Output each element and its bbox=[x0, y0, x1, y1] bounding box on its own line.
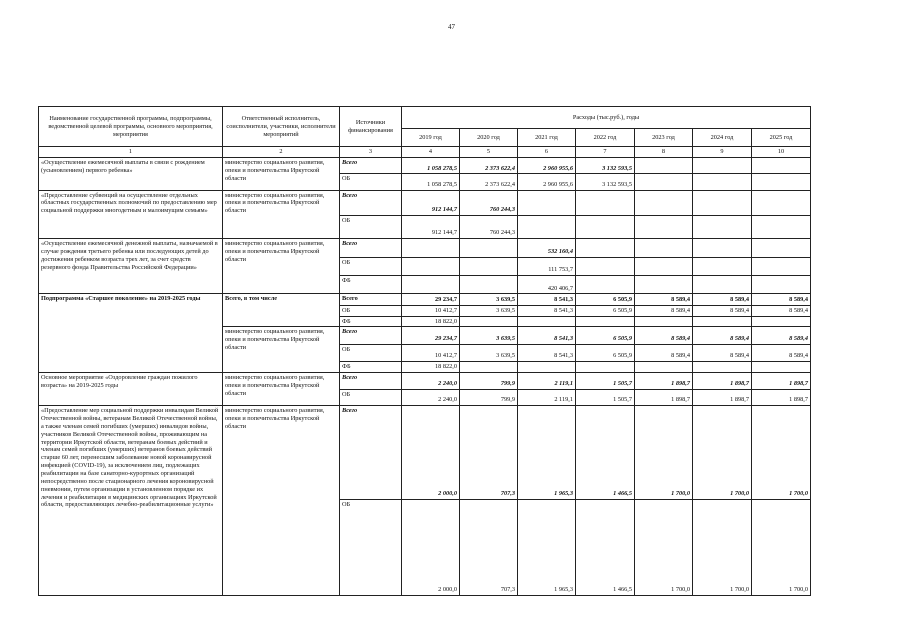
value-cell: 8 541,3 bbox=[518, 294, 576, 305]
value-cell: 3 132 593,5 bbox=[576, 158, 635, 174]
value-cell bbox=[576, 276, 635, 294]
value-cell bbox=[576, 190, 635, 215]
column-number: 9 bbox=[693, 147, 752, 158]
table-row bbox=[39, 158, 811, 174]
value-cell: 6 505,9 bbox=[576, 294, 635, 305]
source-fb: ФБ bbox=[340, 361, 402, 372]
column-number: 5 bbox=[460, 147, 518, 158]
value-cell: 2 373 622,4 bbox=[460, 158, 518, 174]
value-cell: 8 589,4 bbox=[693, 327, 752, 344]
value-cell: 6 505,9 bbox=[576, 305, 635, 316]
row-title: «Предоставление субвенций на осуществление отдельных областных государственных полномочий по предоставлению мер социальной поддержки многодетным и малоимущим семьям» bbox=[39, 190, 223, 238]
value-cell: 1 505,7 bbox=[576, 372, 635, 389]
value-cell bbox=[752, 215, 811, 238]
value-cell: 8 589,4 bbox=[635, 294, 693, 305]
value-cell bbox=[693, 258, 752, 276]
value-cell: 3 639,5 bbox=[460, 327, 518, 344]
value-cell: 1 700,0 bbox=[752, 499, 811, 595]
value-cell: 707,3 bbox=[460, 406, 518, 500]
value-cell bbox=[460, 239, 518, 258]
value-cell: 799,9 bbox=[460, 390, 518, 406]
column-number: 3 bbox=[340, 147, 402, 158]
value-cell: 1 505,7 bbox=[576, 390, 635, 406]
value-cell bbox=[635, 174, 693, 190]
value-cell: 29 234,7 bbox=[402, 327, 460, 344]
value-cell: 1 898,7 bbox=[693, 390, 752, 406]
value-cell: 3 132 593,5 bbox=[576, 174, 635, 190]
value-cell bbox=[518, 215, 576, 238]
table-row bbox=[39, 406, 811, 500]
value-cell: 1 898,7 bbox=[752, 390, 811, 406]
value-cell: 1 466,5 bbox=[576, 406, 635, 500]
value-cell bbox=[402, 276, 460, 294]
value-cell: 8 589,4 bbox=[635, 327, 693, 344]
responsible-executor: министерство социального развития, опеки и попечительства Иркутской области bbox=[223, 327, 340, 372]
source-total: Всего bbox=[340, 327, 402, 344]
header-year: 2022 год bbox=[576, 129, 635, 147]
value-cell: 1 898,7 bbox=[752, 372, 811, 389]
header-expenses: Расходы (тыс.руб.), годы bbox=[402, 107, 811, 129]
header-year: 2021 год bbox=[518, 129, 576, 147]
value-cell bbox=[635, 316, 693, 327]
value-cell bbox=[635, 215, 693, 238]
value-cell: 1 466,5 bbox=[576, 499, 635, 595]
value-cell bbox=[693, 190, 752, 215]
row-title: «Осуществление ежемесячной выплаты в связи с рождением (усыновлением) первого ребенка» bbox=[39, 158, 223, 190]
value-cell bbox=[635, 190, 693, 215]
value-cell: 1 965,3 bbox=[518, 406, 576, 500]
value-cell: 8 589,4 bbox=[752, 327, 811, 344]
value-cell bbox=[460, 276, 518, 294]
table-row bbox=[39, 239, 811, 258]
row-title: «Осуществление ежемесячной денежной выплаты, назначаемой в случае рождения третьего ребенка или последующих детей до достижения ребенком возраста трех лет, за счет средств резервного фонда Правительства Российской Федерации» bbox=[39, 239, 223, 294]
value-cell: 3 639,5 bbox=[460, 294, 518, 305]
value-cell bbox=[693, 276, 752, 294]
value-cell bbox=[576, 361, 635, 372]
value-cell: 2 000,0 bbox=[402, 499, 460, 595]
header-year: 2024 год bbox=[693, 129, 752, 147]
value-cell bbox=[635, 276, 693, 294]
value-cell: 8 589,4 bbox=[752, 305, 811, 316]
responsible-executor: министерство социального развития, опеки и попечительства Иркутской области bbox=[223, 406, 340, 596]
source-ob: ОБ bbox=[340, 390, 402, 406]
responsible-all: Всего, в том числе bbox=[223, 294, 340, 327]
value-cell: 6 505,9 bbox=[576, 327, 635, 344]
value-cell: 8 541,3 bbox=[518, 327, 576, 344]
value-cell bbox=[635, 158, 693, 174]
value-cell: 1 898,7 bbox=[693, 372, 752, 389]
column-number: 4 bbox=[402, 147, 460, 158]
column-number: 7 bbox=[576, 147, 635, 158]
source-total: Всего bbox=[340, 294, 402, 305]
value-cell bbox=[693, 361, 752, 372]
subprogram-title: Подпрограмма «Старшее поколение» на 2019-2025 годы bbox=[39, 294, 223, 372]
table-row bbox=[39, 372, 811, 389]
value-cell bbox=[576, 258, 635, 276]
value-cell bbox=[576, 316, 635, 327]
value-cell bbox=[693, 158, 752, 174]
value-cell bbox=[635, 361, 693, 372]
value-cell bbox=[752, 174, 811, 190]
value-cell: 2 000,0 bbox=[402, 406, 460, 500]
value-cell bbox=[693, 174, 752, 190]
value-cell: 707,3 bbox=[460, 499, 518, 595]
value-cell: 8 589,4 bbox=[752, 344, 811, 361]
value-cell bbox=[460, 258, 518, 276]
source-fb: ФБ bbox=[340, 316, 402, 327]
source-ob: ОБ bbox=[340, 258, 402, 276]
column-number: 1 bbox=[39, 147, 223, 158]
column-number: 2 bbox=[223, 147, 340, 158]
value-cell: 29 234,7 bbox=[402, 294, 460, 305]
value-cell bbox=[752, 158, 811, 174]
column-number: 10 bbox=[752, 147, 811, 158]
value-cell bbox=[576, 215, 635, 238]
column-numbers-row bbox=[39, 147, 811, 158]
header-source: Источники финансирования bbox=[340, 107, 402, 147]
value-cell: 8 589,4 bbox=[752, 294, 811, 305]
value-cell bbox=[576, 239, 635, 258]
value-cell bbox=[752, 276, 811, 294]
value-cell: 1 058 278,5 bbox=[402, 174, 460, 190]
value-cell bbox=[635, 258, 693, 276]
source-total: Всего bbox=[340, 406, 402, 500]
value-cell: 2 119,1 bbox=[518, 372, 576, 389]
value-cell: 3 639,5 bbox=[460, 305, 518, 316]
source-total: Всего bbox=[340, 372, 402, 389]
value-cell bbox=[752, 258, 811, 276]
value-cell bbox=[402, 239, 460, 258]
responsible-executor: министерство социального развития, опеки и попечительства Иркутской области bbox=[223, 190, 340, 238]
value-cell: 1 898,7 bbox=[635, 372, 693, 389]
table-row bbox=[39, 294, 811, 305]
value-cell bbox=[402, 258, 460, 276]
value-cell: 912 144,7 bbox=[402, 215, 460, 238]
value-cell: 2 240,0 bbox=[402, 390, 460, 406]
value-cell: 760 244,3 bbox=[460, 215, 518, 238]
column-number: 8 bbox=[635, 147, 693, 158]
source-total: Всего bbox=[340, 158, 402, 174]
header-year: 2025 год bbox=[752, 129, 811, 147]
value-cell bbox=[752, 316, 811, 327]
value-cell bbox=[460, 361, 518, 372]
value-cell: 1 898,7 bbox=[635, 390, 693, 406]
value-cell: 8 541,3 bbox=[518, 344, 576, 361]
source-ob: ОБ bbox=[340, 499, 402, 595]
value-cell: 8 541,3 bbox=[518, 305, 576, 316]
value-cell: 2 960 955,6 bbox=[518, 158, 576, 174]
value-cell: 6 505,9 bbox=[576, 344, 635, 361]
value-cell: 18 822,0 bbox=[402, 316, 460, 327]
value-cell: 8 589,4 bbox=[635, 305, 693, 316]
source-ob: ОБ bbox=[340, 344, 402, 361]
value-cell: 912 144,7 bbox=[402, 190, 460, 215]
header-name: Наименование государственной программы, подпрограммы, ведомственной целевой программы, основного мероприятия, мероприятия bbox=[39, 107, 223, 147]
value-cell: 2 373 622,4 bbox=[460, 174, 518, 190]
responsible-executor: министерство социального развития, опеки и попечительства Иркутской области bbox=[223, 239, 340, 294]
value-cell bbox=[752, 361, 811, 372]
expenses-table bbox=[38, 106, 811, 596]
value-cell: 1 965,3 bbox=[518, 499, 576, 595]
value-cell bbox=[460, 316, 518, 327]
value-cell bbox=[693, 215, 752, 238]
responsible-executor: министерство социального развития, опеки и попечительства Иркутской области bbox=[223, 372, 340, 405]
value-cell bbox=[693, 316, 752, 327]
source-fb: ФБ bbox=[340, 276, 402, 294]
value-cell: 3 639,5 bbox=[460, 344, 518, 361]
value-cell: 1 700,0 bbox=[693, 406, 752, 500]
source-total: Всего bbox=[340, 239, 402, 258]
value-cell: 420 406,7 bbox=[518, 276, 576, 294]
source-ob: ОБ bbox=[340, 215, 402, 238]
value-cell: 2 119,1 bbox=[518, 390, 576, 406]
value-cell: 18 822,0 bbox=[402, 361, 460, 372]
value-cell: 2 960 955,6 bbox=[518, 174, 576, 190]
value-cell: 8 589,4 bbox=[693, 294, 752, 305]
source-total: Всего bbox=[340, 190, 402, 215]
value-cell: 8 589,4 bbox=[693, 344, 752, 361]
column-number: 6 bbox=[518, 147, 576, 158]
value-cell: 2 240,0 bbox=[402, 372, 460, 389]
value-cell: 10 412,7 bbox=[402, 305, 460, 316]
row-title: Основное мероприятие «Оздоровление граждан пожилого возраста» на 2019-2025 годы bbox=[39, 372, 223, 405]
header-year: 2019 год bbox=[402, 129, 460, 147]
value-cell: 799,9 bbox=[460, 372, 518, 389]
value-cell bbox=[518, 190, 576, 215]
value-cell: 532 160,4 bbox=[518, 239, 576, 258]
value-cell bbox=[752, 190, 811, 215]
source-ob: ОБ bbox=[340, 174, 402, 190]
value-cell: 760 244,3 bbox=[460, 190, 518, 215]
value-cell bbox=[518, 361, 576, 372]
value-cell: 1 700,0 bbox=[635, 406, 693, 500]
header-responsible: Ответственный исполнитель, соисполнители, участники, исполнители мероприятий bbox=[223, 107, 340, 147]
row-title: «Предоставление мер социальной поддержки инвалидам Великой Отечественной войны, ветеранам Великой Отечественной войны, а также членам семей погибших (умерших) инвалидов войны, участников Великой Отечественной войны, проживающим на территории Иркутской области, ветеранам боевых действий и членам семей погибших (умерших) ветеранов боевых действий старше 60 лет, перенесшим заболевание новой коронавирусной инфекцией (COVID-19), за исключением лиц, подлежащих реабилитации на базе санаторно-курортных организаций непосредственно после стационарного лечения короновирусной пневмонии, путем организации в установленном порядке их лечения и реабилитации в медицинских организациях Иркутской области, предоставляющих лечебно-реабилитационные услуги» bbox=[39, 406, 223, 596]
value-cell: 10 412,7 bbox=[402, 344, 460, 361]
table-row bbox=[39, 190, 811, 215]
value-cell bbox=[752, 239, 811, 258]
value-cell: 111 753,7 bbox=[518, 258, 576, 276]
page-number: 47 bbox=[448, 23, 455, 31]
value-cell: 1 700,0 bbox=[693, 499, 752, 595]
value-cell bbox=[693, 239, 752, 258]
value-cell bbox=[635, 239, 693, 258]
responsible-executor: министерство социального развития, опеки и попечительства Иркутской области bbox=[223, 158, 340, 190]
value-cell: 1 058 278,5 bbox=[402, 158, 460, 174]
value-cell: 8 589,4 bbox=[635, 344, 693, 361]
value-cell: 1 700,0 bbox=[752, 406, 811, 500]
value-cell bbox=[518, 316, 576, 327]
value-cell: 1 700,0 bbox=[635, 499, 693, 595]
value-cell: 8 589,4 bbox=[693, 305, 752, 316]
header-year: 2023 год bbox=[635, 129, 693, 147]
source-ob: ОБ bbox=[340, 305, 402, 316]
header-year: 2020 год bbox=[460, 129, 518, 147]
